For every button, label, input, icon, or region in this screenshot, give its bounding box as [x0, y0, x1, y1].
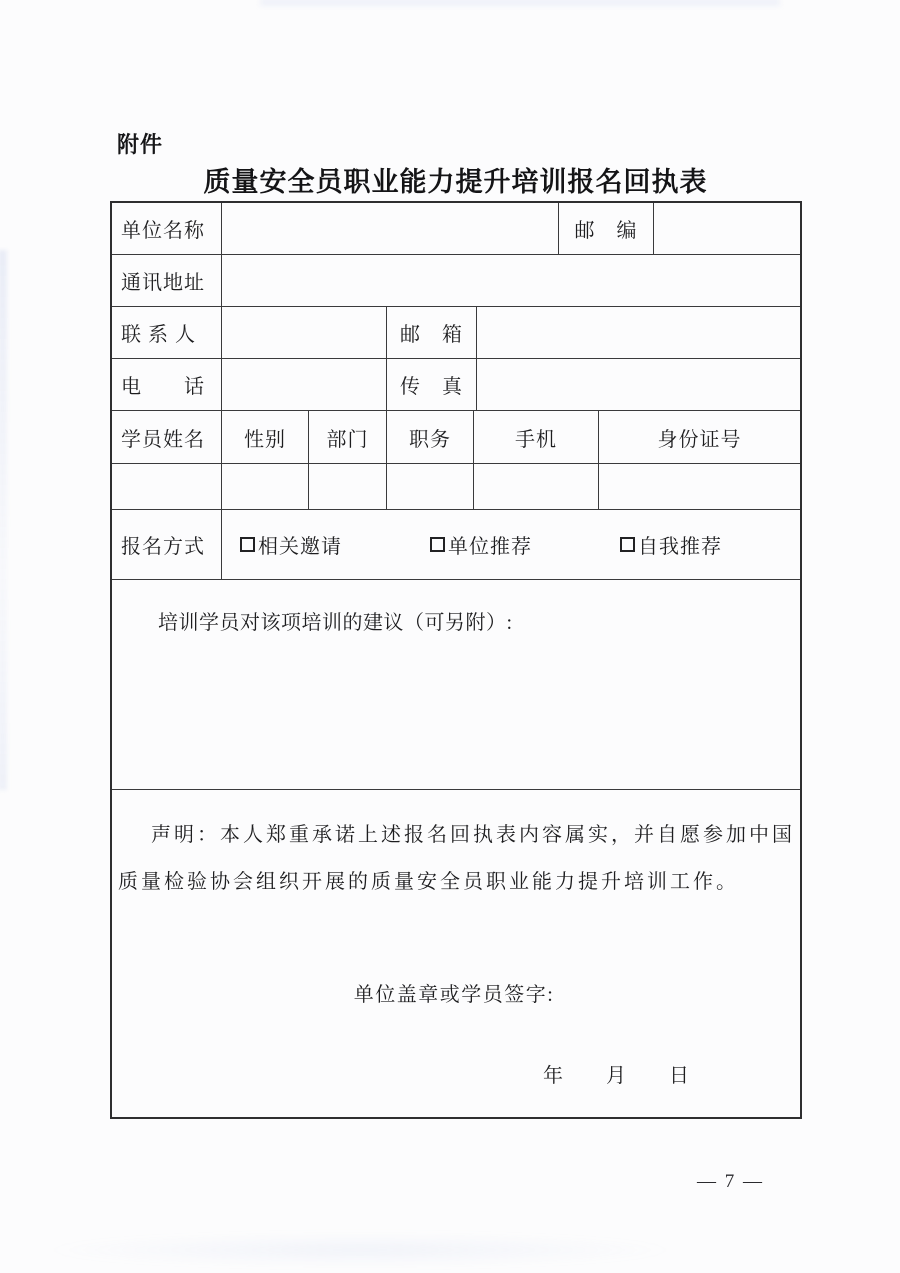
email-label: 邮 箱	[387, 307, 477, 358]
method-options	[222, 510, 800, 579]
scan-artifact-top	[260, 0, 780, 6]
student-name-field	[112, 464, 222, 509]
checkbox-icon	[620, 537, 635, 552]
postal-code-field	[654, 203, 800, 254]
address-label: 通讯地址	[112, 255, 222, 306]
email-field	[477, 307, 800, 358]
row-address	[112, 255, 800, 307]
unit-name-field	[222, 203, 559, 254]
phone-label: 电 话	[112, 359, 222, 410]
option-invitation-label: 相关邀请	[258, 536, 342, 558]
id-number-field	[599, 464, 800, 509]
contact-label: 联 系 人	[112, 307, 222, 358]
row-suggestion	[112, 580, 800, 790]
row-declaration	[112, 790, 800, 1117]
student-name-header: 学员姓名	[112, 411, 222, 463]
option-invitation	[240, 530, 342, 559]
position-field	[387, 464, 474, 509]
attachment-label: 附件	[117, 132, 164, 157]
mobile-header: 手机	[474, 411, 599, 463]
checkbox-icon	[240, 537, 255, 552]
page-number: — 7 —	[697, 1171, 764, 1192]
mobile-field	[474, 464, 599, 509]
id-number-header: 身份证号	[657, 428, 742, 451]
registration-form-table	[110, 201, 802, 1119]
fax-field	[477, 359, 800, 410]
signature-label: 单位盖章或学员签字:	[353, 984, 555, 1006]
department-field	[309, 464, 387, 509]
declaration-area	[112, 790, 800, 1117]
row-phone	[112, 359, 800, 411]
scan-artifact-bottom	[40, 1233, 680, 1267]
fax-label: 传 真	[387, 359, 477, 410]
date-label: 年 月 日	[543, 1065, 690, 1087]
contact-field	[222, 307, 387, 358]
unit-name-label: 单位名称	[112, 203, 222, 254]
row-student-header	[112, 411, 800, 464]
position-header: 职务	[387, 411, 474, 463]
scan-artifact-left	[0, 250, 7, 790]
row-method	[112, 510, 800, 580]
suggestion-label: 培训学员对该项培训的建议（可另附）:	[158, 612, 513, 634]
option-unit-recommend	[430, 530, 532, 559]
option-self-recommend	[620, 530, 722, 559]
row-unit-name	[112, 203, 800, 255]
department-header: 部门	[309, 411, 387, 463]
option-self-recommend-label: 自我推荐	[638, 536, 722, 558]
declaration-line-2: 质量检验协会组织开展的质量安全员职业能力提升培训工作。	[118, 871, 739, 893]
suggestion-area	[112, 580, 800, 789]
row-contact	[112, 307, 800, 359]
form-title: 质量安全员职业能力提升培训报名回执表	[203, 167, 708, 197]
declaration-line-1: 声明：本人郑重承诺上述报名回执表内容属实，并自愿参加中国	[151, 824, 795, 846]
postal-code-label: 邮 编	[559, 203, 654, 254]
row-student-entry	[112, 464, 800, 510]
address-field	[222, 255, 800, 306]
gender-header: 性别	[222, 411, 309, 463]
option-unit-recommend-label: 单位推荐	[448, 536, 532, 558]
gender-field	[222, 464, 309, 509]
phone-field	[222, 359, 387, 410]
checkbox-icon	[430, 537, 445, 552]
method-label: 报名方式	[112, 510, 222, 579]
